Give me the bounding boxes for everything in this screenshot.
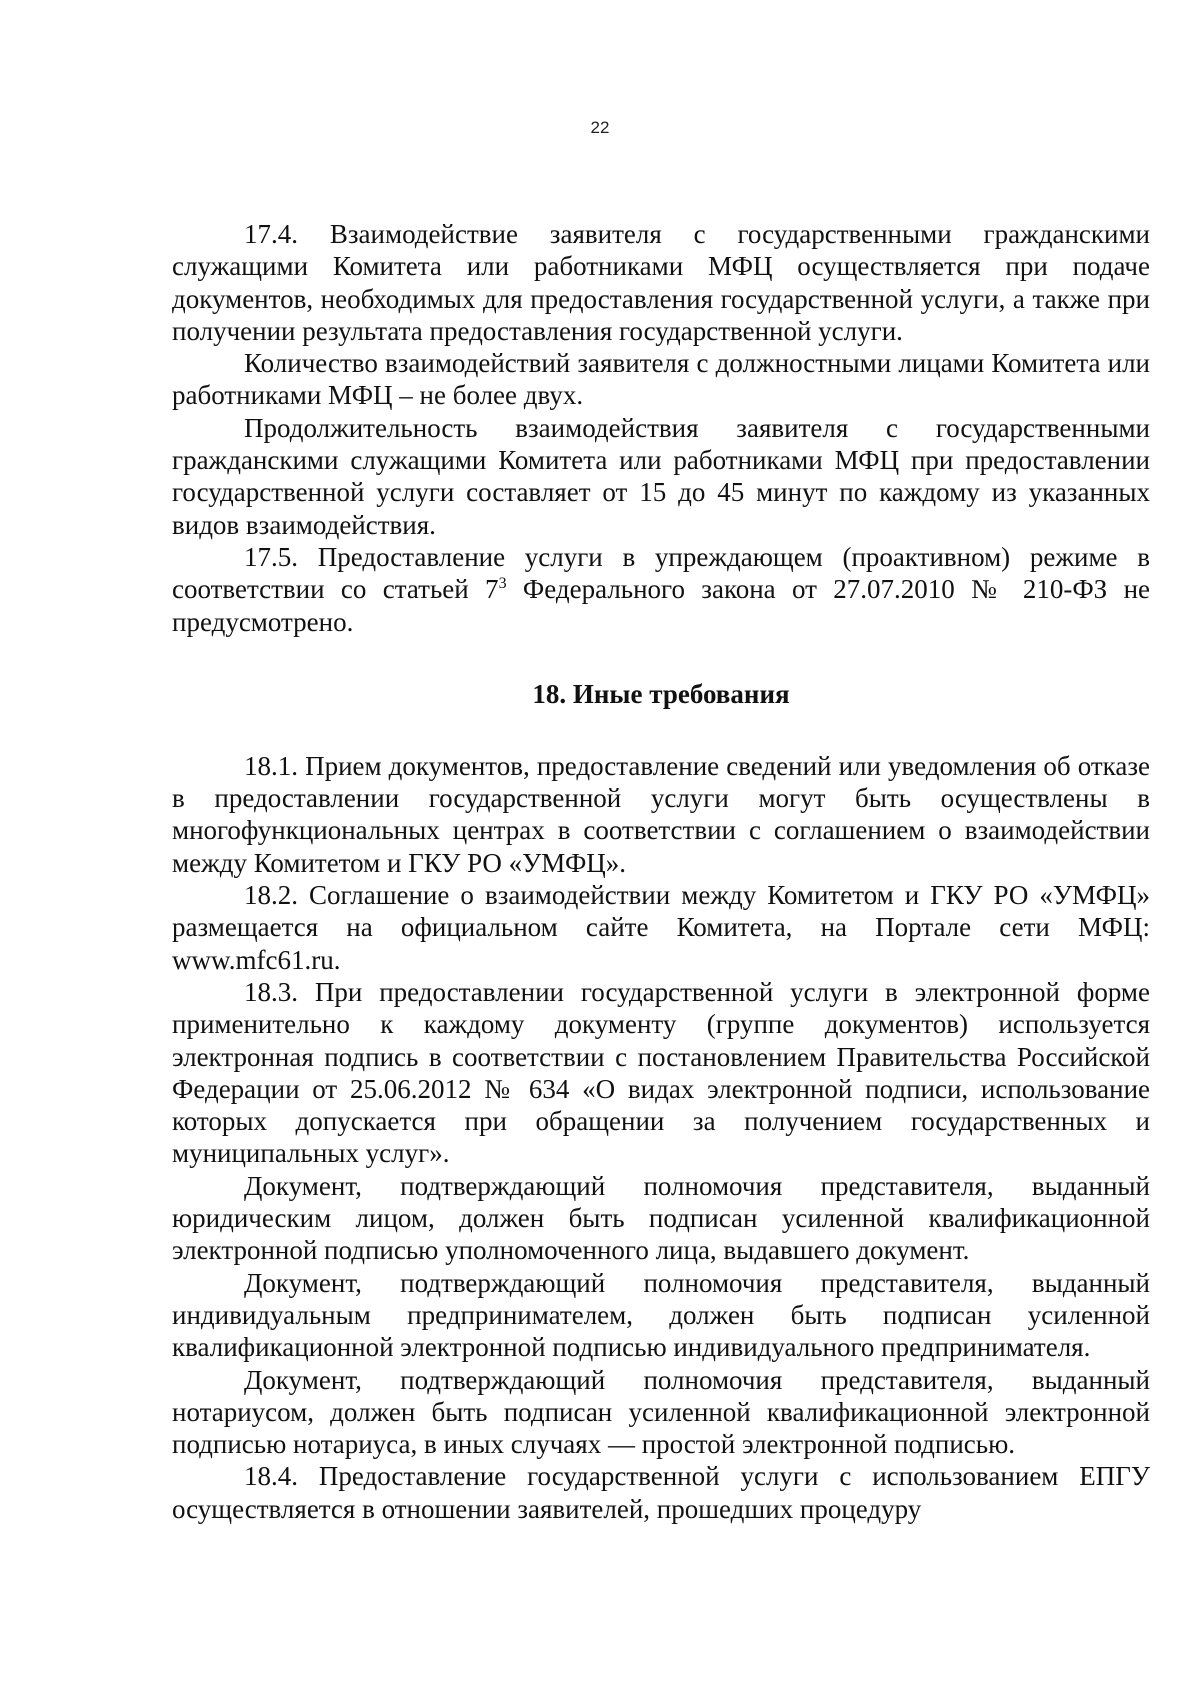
paragraph-18-2: 18.2. Соглашение о взаимодействии между Комитетом и ГКУ РО «УМФЦ» размещается на официальном сайте Комитета, на Портале сети МФЦ: www.mfc61.ru.: [172, 880, 1150, 975]
section-18-heading: 18. Иные требования: [532, 678, 790, 709]
paragraph-notary-signature: Документ, подтверждающий полномочия представителя, выданный нотариусом, должен быть подписан усиленной квалификационной электронной подписью нотариуса, в иных случаях — простой электронной подписью.: [172, 1364, 1150, 1460]
paragraph-18-1: 18.1. Прием документов, предоставление сведений или уведомления об отказе в предоставлении государственной услуги могут быть осуществлены в многофункциональных центрах в соответствии с соглашением о взаимодействии между Комитетом и ГКУ РО «УМФЦ».: [172, 750, 1150, 878]
paragraph-17-5: [172, 541, 1150, 638]
page-number: 22: [590, 118, 610, 137]
paragraph-legal-entity-signature: Документ, подтверждающий полномочия представителя, выданный юридическим лицом, должен быть подписан усиленной квалификационной электронной подписью уполномоченного лица, выдавшего документ.: [172, 1170, 1150, 1266]
paragraph-18-4: 18.4. Предоставление государственной услуги с использованием ЕПГУ осуществляется в отношении заявителей, прошедших процедуру: [172, 1461, 1150, 1524]
paragraph-entrepreneur-signature: Документ, подтверждающий полномочия представителя, выданный индивидуальным предпринимателем, должен быть подписан усиленной квалификационной электронной подписью индивидуального предпринимателя.: [172, 1267, 1150, 1363]
paragraph-interaction-duration: Продолжительность взаимодействия заявителя с государственными гражданскими служащими Комитета или работниками МФЦ при предоставлении государственной услуги составляет от 15 до 45 минут по каждому из указанных видов взаимодействия.: [172, 412, 1150, 540]
paragraph-interactions-count: Количество взаимодействий заявителя с должностными лицами Комитета или работниками МФЦ – не более двух.: [172, 348, 1150, 411]
paragraph-17-5-text-end: Федерального закона от 27.07.2010 № 210-ФЗ не предусмотрено.: [172, 574, 1150, 637]
document-body: [172, 218, 1150, 1525]
article-superscript: 3: [498, 575, 507, 593]
paragraph-17-5-text-start: 17.5. Предоставление услуги в упреждающем (проактивном) режиме в соответствии со статьей 7: [172, 541, 1150, 605]
paragraph-17-4: 17.4. Взаимодействие заявителя с государственными гражданскими служащими Комитета или работниками МФЦ осуществляется при подаче документов, необходимых для предоставления государственной услуги, а также при получении результата предоставления государственной услуги.: [172, 219, 1150, 346]
paragraph-18-3: 18.3. При предоставлении государственной услуги в электронной форме применительно к каждому документу (группе документов) используется электронная подпись в соответствии с постановлением Правительства Российской Федерации от 25.06.2012 № 634 «О видах электронной подписи, использование которых допускается при обращении за получением государственных и муниципальных услуг».: [172, 976, 1150, 1169]
